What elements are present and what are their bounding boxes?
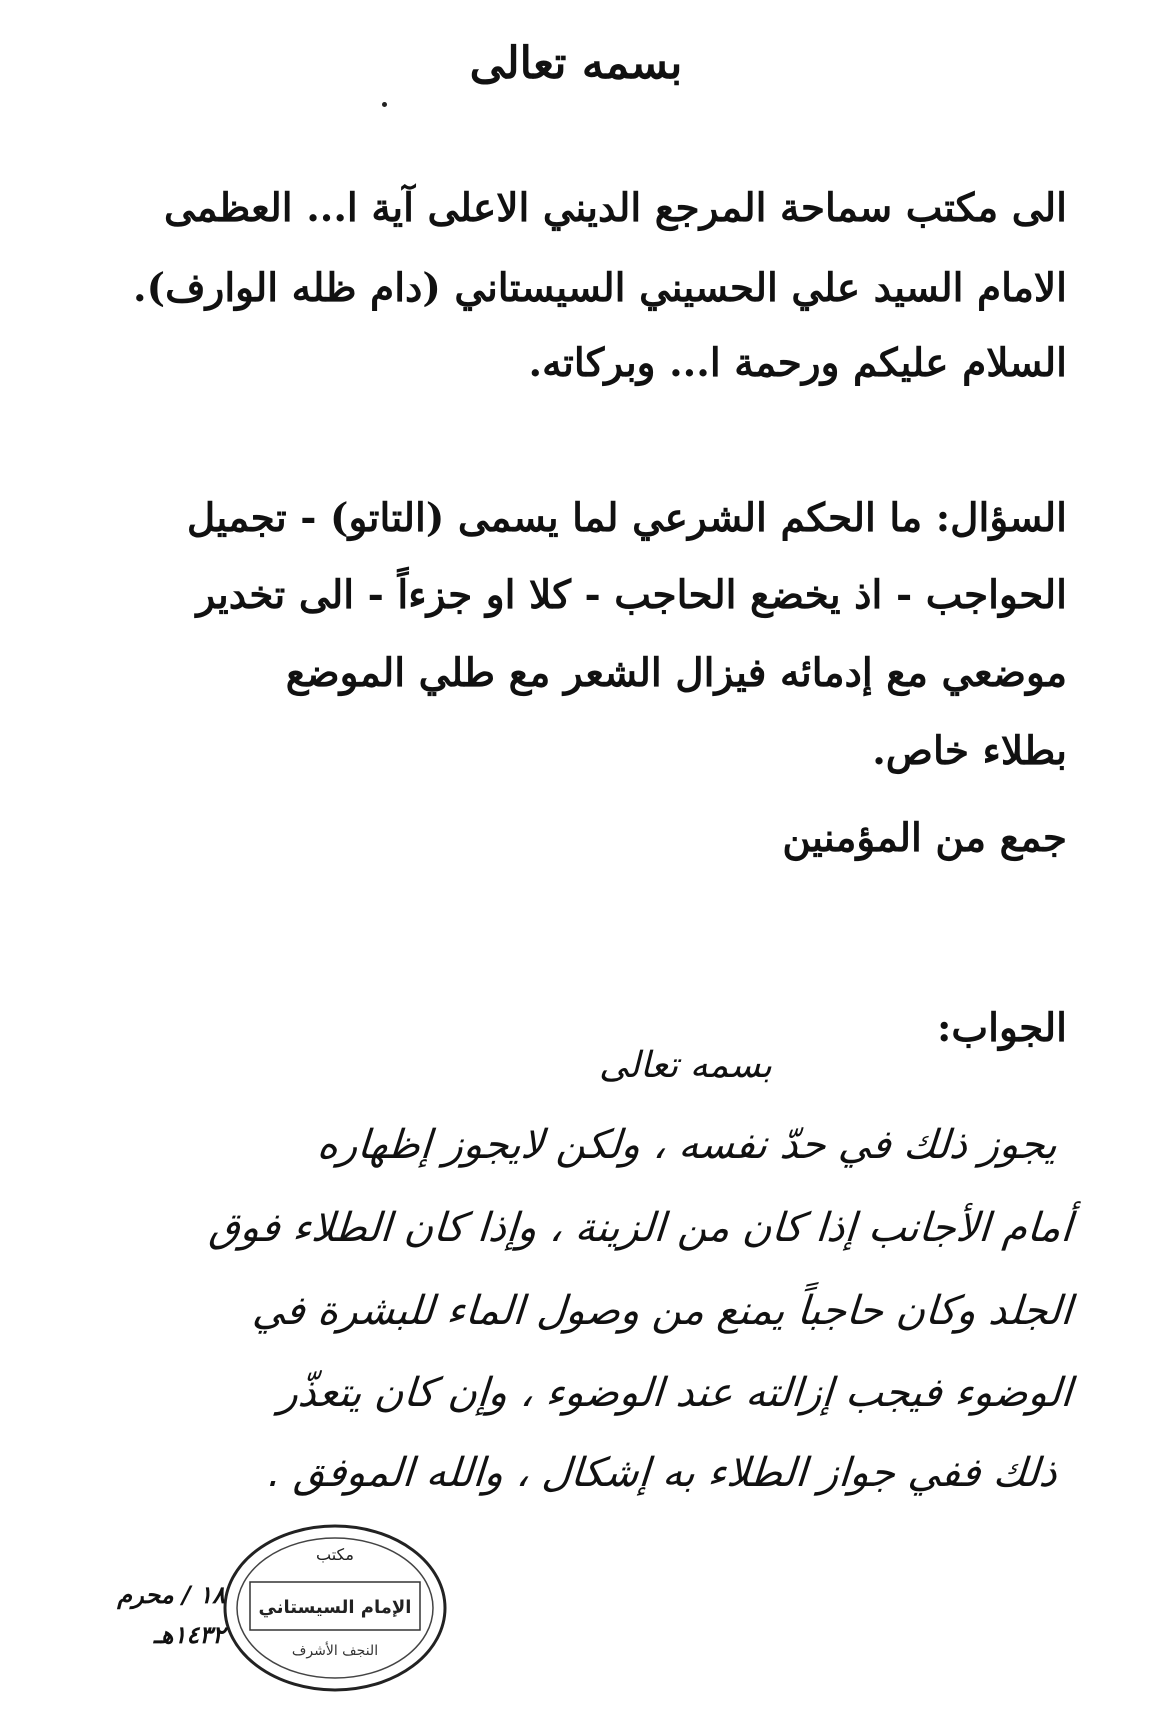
answer-line-4: الوضوء فيجب إزالته عند الوضوء ، وإن كان يتعذّر	[277, 1370, 1074, 1416]
answer-line-3: الجلد وكان حاجباً يمنع من وصول الماء للبشرة في	[250, 1288, 1074, 1334]
salutation-line-2: الامام السيد علي الحسيني السيستاني (دام ظله الوارف).	[133, 265, 1067, 311]
stamp-bottom-text: النجف الأشرف	[291, 1643, 379, 1659]
salutation-line-3: السلام عليكم ورحمة ا... وبركاته.	[528, 340, 1067, 386]
signature: جمع من المؤمنين	[782, 815, 1067, 861]
header-title: بسمه تعالى	[469, 38, 683, 89]
question-line-1: السؤال: ما الحكم الشرعي لما يسمى (التاتو) - تجميل	[186, 495, 1067, 541]
answer-bismillah: بسمه تعالى	[598, 1045, 772, 1086]
question-line-4: بطلاء خاص.	[872, 728, 1067, 774]
answer-line-1: يجوز ذلك في حدّ نفسه ، ولكن لايجوز إظهاره	[315, 1122, 1059, 1168]
date-line-1: ١٨ / محرم	[117, 1581, 225, 1609]
question-line-3: موضعي مع إدمائه فيزال الشعر مع طلي الموضع	[285, 650, 1067, 696]
office-stamp	[220, 1520, 450, 1695]
answer-line-5: ذلك ففي جواز الطلاء به إشكال ، والله الموفق .	[266, 1450, 1059, 1496]
answer-line-2: أمام الأجانب إذا كان من الزينة ، وإذا كان الطلاء فوق	[207, 1205, 1074, 1251]
answer-label: الجواب:	[937, 1005, 1067, 1051]
stamp-top-text: مكتب	[316, 1545, 354, 1564]
date-line-2: ١٤٣٢هـ	[153, 1621, 225, 1649]
question-line-2: الحواجب - اذ يخضع الحاجب - كلا او جزءاً - الى تخدير	[196, 572, 1067, 618]
stamp-main-text: الإمام السيستاني	[258, 1597, 412, 1618]
salutation-line-1: الى مكتب سماحة المرجع الديني الاعلى آية ا... العظمى	[164, 185, 1067, 231]
ink-dot	[382, 102, 387, 107]
date-note	[95, 1575, 225, 1655]
